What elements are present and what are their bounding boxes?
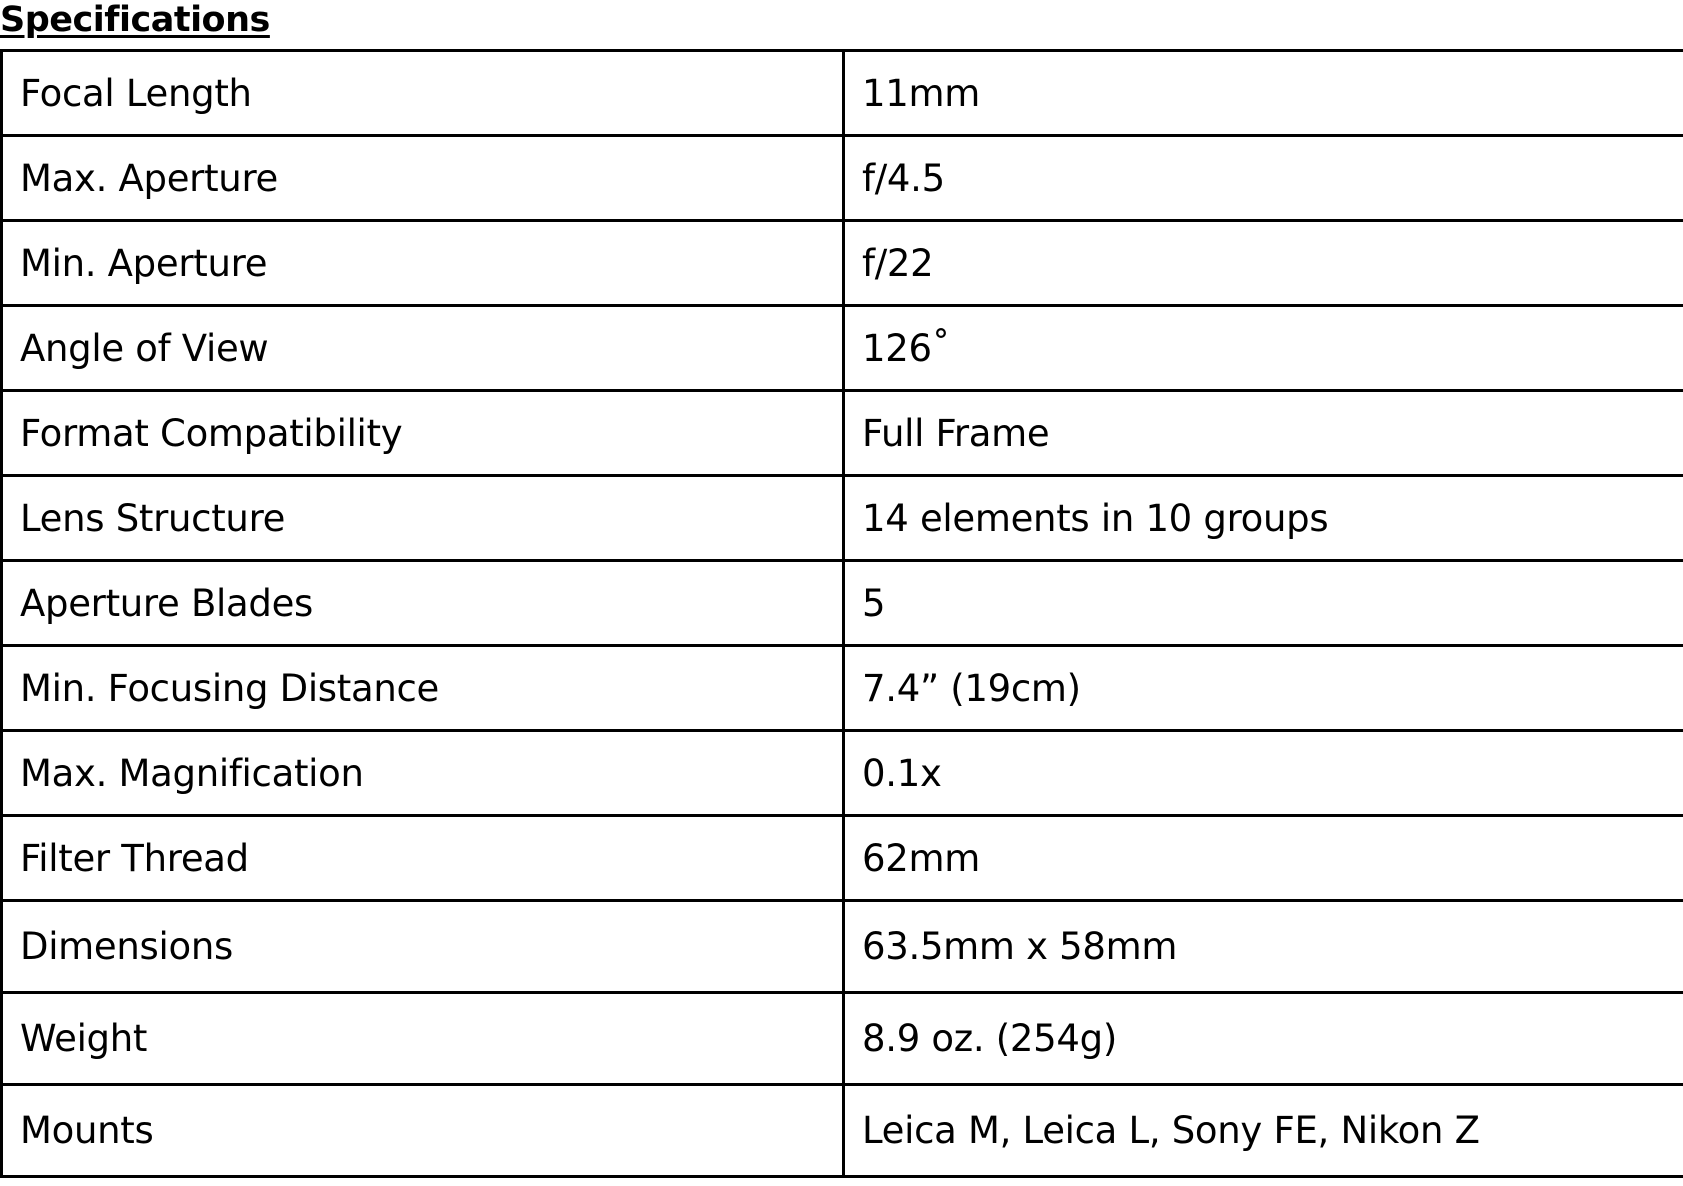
spec-value: 7.4” (19cm) bbox=[844, 646, 1683, 731]
spec-label: Aperture Blades bbox=[2, 561, 844, 646]
spec-label: Filter Thread bbox=[2, 816, 844, 901]
table-row bbox=[2, 646, 1683, 731]
table-row bbox=[2, 306, 1683, 391]
spec-label: Min. Focusing Distance bbox=[2, 646, 844, 731]
table-row bbox=[2, 51, 1683, 136]
spec-value: Full Frame bbox=[844, 391, 1683, 476]
spec-value: 0.1x bbox=[844, 731, 1683, 816]
table-row bbox=[2, 136, 1683, 221]
page-title: Specifications bbox=[0, 0, 270, 40]
spec-label: Dimensions bbox=[2, 901, 844, 993]
spec-value: 62mm bbox=[844, 816, 1683, 901]
spec-label: Format Compatibility bbox=[2, 391, 844, 476]
table-row bbox=[2, 993, 1683, 1085]
table-row bbox=[2, 561, 1683, 646]
spec-value: 5 bbox=[844, 561, 1683, 646]
spec-value: f/4.5 bbox=[844, 136, 1683, 221]
table-row bbox=[2, 1085, 1683, 1177]
table-row bbox=[2, 901, 1683, 993]
spec-value: 14 elements in 10 groups bbox=[844, 476, 1683, 561]
spec-label: Focal Length bbox=[2, 51, 844, 136]
spec-label: Angle of View bbox=[2, 306, 844, 391]
spec-value: 126˚ bbox=[844, 306, 1683, 391]
table-row bbox=[2, 476, 1683, 561]
spec-value: 11mm bbox=[844, 51, 1683, 136]
table-row bbox=[2, 221, 1683, 306]
specifications-table bbox=[0, 49, 1683, 1178]
spec-value: 8.9 oz. (254g) bbox=[844, 993, 1683, 1085]
spec-label: Min. Aperture bbox=[2, 221, 844, 306]
table-row bbox=[2, 391, 1683, 476]
spec-label: Max. Magnification bbox=[2, 731, 844, 816]
spec-label: Lens Structure bbox=[2, 476, 844, 561]
spec-value: f/22 bbox=[844, 221, 1683, 306]
spec-value: 63.5mm x 58mm bbox=[844, 901, 1683, 993]
spec-label: Max. Aperture bbox=[2, 136, 844, 221]
table-row bbox=[2, 731, 1683, 816]
spec-label: Mounts bbox=[2, 1085, 844, 1177]
spec-label: Weight bbox=[2, 993, 844, 1085]
spec-value: Leica M, Leica L, Sony FE, Nikon Z bbox=[844, 1085, 1683, 1177]
table-row bbox=[2, 816, 1683, 901]
